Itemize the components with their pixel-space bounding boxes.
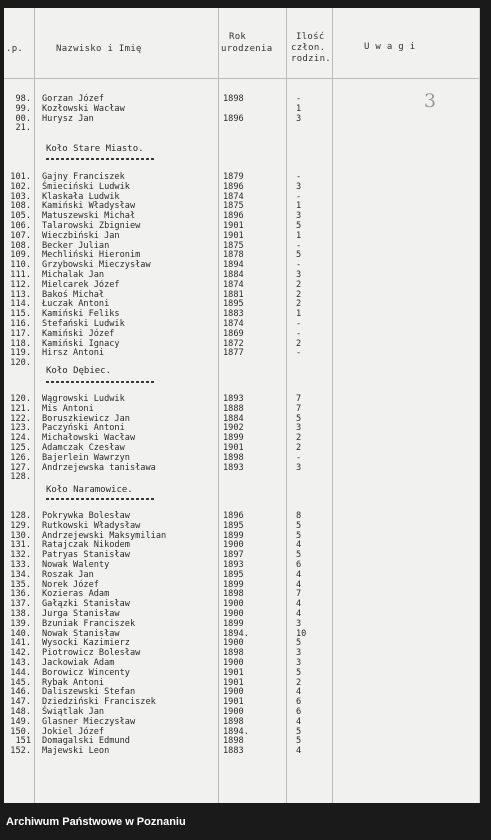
entry-family-count: 1 (296, 309, 302, 320)
entry-birth-year: 1900 (223, 599, 244, 610)
entry-birth-year: 1894. (223, 628, 249, 639)
table-row (4, 678, 479, 688)
entry-number: 128. (10, 472, 31, 483)
entry-name: Kamiński Władysław (42, 201, 136, 212)
table-row (4, 104, 479, 114)
table-row (4, 609, 479, 619)
entry-number: 134. (10, 569, 31, 580)
entry-number: 135. (10, 579, 31, 590)
entry-birth-year: 1901 (223, 230, 244, 241)
table-row (4, 329, 479, 339)
entry-birth-year: 1881 (223, 289, 244, 300)
entry-number: 143. (10, 658, 31, 668)
entry-name: Andrzejewska tanisława (42, 462, 156, 473)
entry-number: 141. (10, 638, 31, 649)
header-year-sub: urodzenia (221, 44, 273, 54)
document-page (4, 8, 480, 803)
header-family-sub2: rodzin. (291, 54, 332, 64)
entry-family-count: 5 (296, 667, 302, 678)
entry-family-count: 6 (296, 707, 302, 717)
section-title: Koło Dębiec. (46, 366, 112, 376)
entry-name: Bzuniak Franciszek (42, 618, 136, 629)
table-row (4, 201, 479, 211)
entry-number: 120. (10, 358, 31, 369)
entry-number: 110. (10, 260, 31, 271)
section-underline (46, 381, 156, 383)
entry-birth-year: 1874 (223, 319, 244, 329)
entry-birth-year: 1898 (223, 452, 244, 463)
table-row (4, 707, 479, 717)
entry-number: 120. (10, 394, 31, 404)
entry-birth-year: 1900 (223, 658, 244, 668)
entry-birth-year: 1895 (223, 520, 244, 531)
entry-number: 106. (10, 221, 31, 231)
table-row (4, 599, 479, 609)
entry-family-count: 5 (296, 413, 302, 424)
entry-birth-year: 1898 (223, 94, 244, 104)
entry-name: Mechliński Hieronim (42, 250, 141, 261)
entry-family-count: 3 (296, 658, 302, 668)
entry-name: Hurysz Jan (42, 113, 94, 124)
entry-number: 133. (10, 560, 31, 570)
entry-number: 101. (10, 172, 31, 182)
entry-name: Piotrowicz Bolesław (42, 648, 141, 659)
table-row (4, 394, 479, 404)
archive-footer (0, 803, 491, 840)
header-rule (4, 78, 479, 79)
entry-family-count: 3 (296, 462, 302, 473)
entry-birth-year: 1896 (223, 181, 244, 192)
entry-name: Norek Józef (42, 579, 99, 590)
entry-number: 114. (10, 299, 31, 310)
table-row (4, 511, 479, 521)
entry-family-count: 2 (296, 677, 302, 688)
entry-name: Jackowiak Adam (42, 658, 115, 668)
entry-name: Dziedziński Franciszek (42, 697, 156, 708)
table-row (4, 658, 479, 668)
entry-name: Borowicz Wincenty (42, 667, 130, 678)
entry-number: 121. (10, 403, 31, 414)
entry-number: 102. (10, 181, 31, 192)
entry-family-count: 3 (296, 113, 302, 124)
entry-family-count: 10 (296, 628, 307, 639)
entry-family-count: 4 (296, 716, 302, 727)
entry-number: 144. (10, 667, 31, 678)
entry-family-count: 3 (296, 648, 302, 659)
table-row (4, 638, 479, 648)
table-row (4, 463, 479, 473)
entry-number: 99. (15, 103, 31, 114)
entry-number: 149. (10, 716, 31, 727)
entry-birth-year: 1898 (223, 736, 244, 747)
entry-family-count: 5 (296, 726, 302, 737)
table-row (4, 453, 479, 463)
entry-number: 122. (10, 413, 31, 424)
header-family: Ilość (296, 32, 325, 42)
table-row (4, 94, 479, 104)
entry-name: Becker Julian (42, 240, 110, 251)
entry-family-count: 5 (296, 736, 302, 747)
table-row (4, 423, 479, 433)
entry-name: Ratajczak Nikodem (42, 540, 130, 551)
entry-name: Jurga Stanisław (42, 609, 120, 619)
entry-family-count: 2 (296, 299, 302, 310)
entry-number: 00. (15, 113, 31, 124)
entry-birth-year: 1869 (223, 328, 244, 339)
table-row (4, 404, 479, 414)
table-row (4, 290, 479, 300)
header-number: .p. (6, 44, 24, 54)
entry-number: 137. (10, 599, 31, 610)
entry-name: Wieczbiński Jan (42, 230, 120, 241)
page-mark: 3 (424, 90, 437, 112)
entry-number: 145. (10, 677, 31, 688)
entry-birth-year: 1879 (223, 172, 244, 182)
entry-family-count: - (296, 191, 302, 202)
entry-birth-year: 1898 (223, 716, 244, 727)
entry-birth-year: 1900 (223, 609, 244, 619)
entry-number: 147. (10, 697, 31, 708)
entry-family-count: 3 (296, 270, 302, 280)
entry-name: Kamiński Ignacy (42, 338, 120, 349)
entry-name: Kamiński Feliks (42, 309, 120, 320)
entry-birth-year: 1878 (223, 250, 244, 261)
entry-number: 131. (10, 540, 31, 551)
entry-number: 119. (10, 348, 31, 359)
table-row (4, 192, 479, 202)
entry-number: 150. (10, 726, 31, 737)
entry-number: 113. (10, 289, 31, 300)
entry-number: 108. (10, 240, 31, 251)
entry-family-count: 1 (296, 230, 302, 241)
entry-family-count: - (296, 172, 302, 182)
entry-family-count: 4 (296, 609, 302, 619)
table-row (4, 260, 479, 270)
table-row (4, 521, 479, 531)
entry-birth-year: 1896 (223, 113, 244, 124)
entry-number: 103. (10, 191, 31, 202)
entry-birth-year: 1901 (223, 221, 244, 231)
entry-family-count: 5 (296, 638, 302, 649)
table-row (4, 550, 479, 560)
entry-number: 151 (15, 736, 31, 747)
entry-number: 21. (15, 123, 31, 134)
table-row (4, 589, 479, 599)
entry-number: 142. (10, 648, 31, 659)
entry-birth-year: 1900 (223, 707, 244, 717)
entry-number: 127. (10, 462, 31, 473)
entry-number: 130. (10, 530, 31, 541)
table-row (4, 648, 479, 658)
entry-name: Stefański Ludwik (42, 319, 125, 329)
entry-family-count: 2 (296, 289, 302, 300)
entry-name: Michalak Jan (42, 270, 105, 280)
entry-number: 116. (10, 319, 31, 329)
entry-birth-year: 1884 (223, 270, 244, 280)
table-row (4, 348, 479, 358)
section-underline (46, 498, 156, 500)
entry-number: 148. (10, 707, 31, 717)
entry-number: 146. (10, 687, 31, 698)
entry-family-count: - (296, 348, 302, 359)
entry-family-count: 3 (296, 211, 302, 222)
entry-number: 125. (10, 443, 31, 453)
entry-birth-year: 1899 (223, 579, 244, 590)
entry-birth-year: 1872 (223, 338, 244, 349)
entry-birth-year: 1899 (223, 530, 244, 541)
entry-family-count: 4 (296, 599, 302, 610)
entry-name: Andrzejewski Maksymilian (42, 530, 167, 541)
table-row (4, 619, 479, 629)
header-name: Nazwisko i Imię (56, 44, 142, 54)
entry-family-count: 4 (296, 687, 302, 698)
table-row (4, 182, 479, 192)
entry-name: Wysocki Kazimierz (42, 638, 130, 649)
table-row (4, 560, 479, 570)
entry-family-count: 5 (296, 520, 302, 531)
entry-name: Boruszkiewicz Jan (42, 413, 130, 424)
table-row (4, 697, 479, 707)
entry-birth-year: 1895 (223, 299, 244, 310)
entry-family-count: 2 (296, 433, 302, 444)
entry-family-count: 7 (296, 394, 302, 404)
entry-name: Łuczak Antoni (42, 299, 110, 310)
entry-family-count: 3 (296, 181, 302, 192)
entry-name: Patryas Stanisław (42, 550, 130, 561)
entry-number: 123. (10, 423, 31, 434)
entry-family-count: 7 (296, 403, 302, 414)
entry-name: Kamiński Józef (42, 328, 115, 339)
entry-birth-year: 1901 (223, 667, 244, 678)
entry-number: 152. (10, 746, 31, 757)
entry-family-count: 5 (296, 530, 302, 541)
entry-number: 124. (10, 433, 31, 444)
entry-birth-year: 1901 (223, 697, 244, 708)
table-row (4, 472, 479, 482)
entry-family-count: - (296, 319, 302, 329)
entry-number: 128. (10, 511, 31, 521)
entry-name: Adamczak Czesław (42, 443, 125, 453)
entry-number: 132. (10, 550, 31, 561)
entry-family-count: - (296, 452, 302, 463)
entry-birth-year: 1877 (223, 348, 244, 359)
entry-birth-year: 1900 (223, 540, 244, 551)
header-year: Rok (229, 32, 247, 42)
entry-number: 109. (10, 250, 31, 261)
header-family-sub: człon. (291, 43, 326, 53)
entry-family-count: - (296, 328, 302, 339)
entry-number: 107. (10, 230, 31, 241)
table-row (4, 433, 479, 443)
entry-birth-year: 1899 (223, 433, 244, 444)
entry-name: Rutkowski Władysław (42, 520, 141, 531)
entry-family-count: - (296, 94, 302, 104)
entry-name: Śmieciński Ludwik (42, 181, 130, 192)
entry-name: Kozieras Adam (42, 589, 110, 600)
entry-name: Pokrywka Bolesław (42, 511, 130, 521)
entry-family-count: 3 (296, 423, 302, 434)
table-row (4, 231, 479, 241)
archive-name: Archiwum Państwowe w Poznaniu (6, 816, 186, 828)
entry-family-count: 1 (296, 103, 302, 114)
table-row (4, 250, 479, 260)
entry-name: Gorzan Józef (42, 94, 105, 104)
entry-number: 118. (10, 338, 31, 349)
entry-number: 108. (10, 201, 31, 212)
entry-number: 139. (10, 618, 31, 629)
entry-name: Grzybowski Mieczysław (42, 260, 151, 271)
entry-birth-year: 1898 (223, 648, 244, 659)
table-row (4, 339, 479, 349)
entry-number: 117. (10, 328, 31, 339)
entry-birth-year: 1884 (223, 413, 244, 424)
table-row (4, 319, 479, 329)
section-underline (46, 158, 156, 160)
table-row (4, 687, 479, 697)
entry-number: 138. (10, 609, 31, 619)
table-row (4, 629, 479, 639)
entry-number: 98. (15, 94, 31, 104)
table-row (4, 736, 479, 746)
entry-number: 111. (10, 270, 31, 280)
entry-name: Majewski Leon (42, 746, 110, 757)
entry-name: Mielcarek Józef (42, 279, 120, 290)
entry-birth-year: 1893 (223, 462, 244, 473)
entry-family-count: 2 (296, 338, 302, 349)
entry-name: Bakoś Michał (42, 289, 105, 300)
entry-family-count: 1 (296, 201, 302, 212)
entry-birth-year: 1895 (223, 569, 244, 580)
entry-name: Gajny Franciszek (42, 172, 125, 182)
entry-birth-year: 1894. (223, 726, 249, 737)
entry-name: Paczyński Antoni (42, 423, 125, 434)
header-notes: U w a g i (364, 42, 416, 52)
entry-birth-year: 1874 (223, 279, 244, 290)
table-row (4, 172, 479, 182)
table-row (4, 540, 479, 550)
table-row (4, 221, 479, 231)
entry-family-count: 7 (296, 589, 302, 600)
entry-number: 105. (10, 211, 31, 222)
entry-name: Klaskała Ludwik (42, 191, 120, 202)
entry-name: Kozłowski Wacław (42, 103, 125, 114)
entry-number: 115. (10, 309, 31, 320)
table-row (4, 114, 479, 124)
table-row (4, 717, 479, 727)
entry-family-count: 5 (296, 550, 302, 561)
entry-birth-year: 1888 (223, 403, 244, 414)
entry-birth-year: 1902 (223, 423, 244, 434)
entry-number: 126. (10, 452, 31, 463)
entry-family-count: 5 (296, 250, 302, 261)
table-row (4, 280, 479, 290)
entry-birth-year: 1901 (223, 443, 244, 453)
entry-birth-year: 1900 (223, 638, 244, 649)
entry-family-count: 4 (296, 540, 302, 551)
entry-name: Jokiel Józef (42, 726, 105, 737)
entry-name: Nowak Stanisław (42, 628, 120, 639)
entry-birth-year: 1901 (223, 677, 244, 688)
entry-family-count: - (296, 240, 302, 251)
table-row (4, 123, 479, 133)
entry-birth-year: 1896 (223, 511, 244, 521)
table-row (4, 299, 479, 309)
entry-family-count: 8 (296, 511, 302, 521)
entry-family-count: 5 (296, 221, 302, 231)
entry-name: Świątlak Jan (42, 707, 105, 717)
entry-name: Roszak Jan (42, 569, 94, 580)
table-row (4, 211, 479, 221)
entry-family-count: 2 (296, 443, 302, 453)
entry-birth-year: 1883 (223, 746, 244, 757)
entry-name: Talarowski Zbigniew (42, 221, 141, 231)
entry-birth-year: 1898 (223, 589, 244, 600)
entry-number: 129. (10, 520, 31, 531)
entry-name: Rybak Antoni (42, 677, 105, 688)
entry-birth-year: 1896 (223, 211, 244, 222)
table-row (4, 727, 479, 737)
entry-family-count: 3 (296, 618, 302, 629)
table-row (4, 443, 479, 453)
entry-name: Matuszewski Michał (42, 211, 136, 222)
entry-family-count: 4 (296, 569, 302, 580)
table-row (4, 270, 479, 280)
table-row (4, 241, 479, 251)
entry-birth-year: 1899 (223, 618, 244, 629)
entry-number: 140. (10, 628, 31, 639)
entry-family-count: - (296, 260, 302, 271)
table-row (4, 570, 479, 580)
table-row (4, 531, 479, 541)
entry-family-count: 4 (296, 746, 302, 757)
entry-birth-year: 1894 (223, 260, 244, 271)
entry-birth-year: 1875 (223, 240, 244, 251)
entry-name: Gałązki Stanisław (42, 599, 130, 610)
section-title: Koło Stare Miasto. (46, 144, 144, 154)
table-row (4, 668, 479, 678)
entry-name: Bajerlein Wawrzyn (42, 452, 130, 463)
entry-family-count: 6 (296, 697, 302, 708)
entry-number: 136. (10, 589, 31, 600)
table-row (4, 414, 479, 424)
entry-number: 112. (10, 279, 31, 290)
entry-name: Wągrowski Ludwik (42, 394, 125, 404)
entry-birth-year: 1897 (223, 550, 244, 561)
entry-name: Michałowski Wacław (42, 433, 136, 444)
table-row (4, 580, 479, 590)
entry-name: Mis Antoni (42, 403, 94, 414)
entry-birth-year: 1875 (223, 201, 244, 212)
entry-birth-year: 1893 (223, 394, 244, 404)
entry-name: Daliszewski Stefan (42, 687, 136, 698)
entry-family-count: 4 (296, 579, 302, 590)
entry-birth-year: 1900 (223, 687, 244, 698)
entry-name: Nowak Walenty (42, 560, 110, 570)
entry-name: Hirsz Antoni (42, 348, 105, 359)
entry-family-count: 2 (296, 279, 302, 290)
section-title: Koło Naramowice. (46, 485, 133, 495)
table-row (4, 746, 479, 756)
table-row (4, 309, 479, 319)
entry-birth-year: 1883 (223, 309, 244, 320)
entry-name: Domagalski Edmund (42, 736, 130, 747)
entry-name: Glasner Mieczysław (42, 716, 136, 727)
entry-family-count: 6 (296, 560, 302, 570)
entry-birth-year: 1893 (223, 560, 244, 570)
entry-birth-year: 1874 (223, 191, 244, 202)
